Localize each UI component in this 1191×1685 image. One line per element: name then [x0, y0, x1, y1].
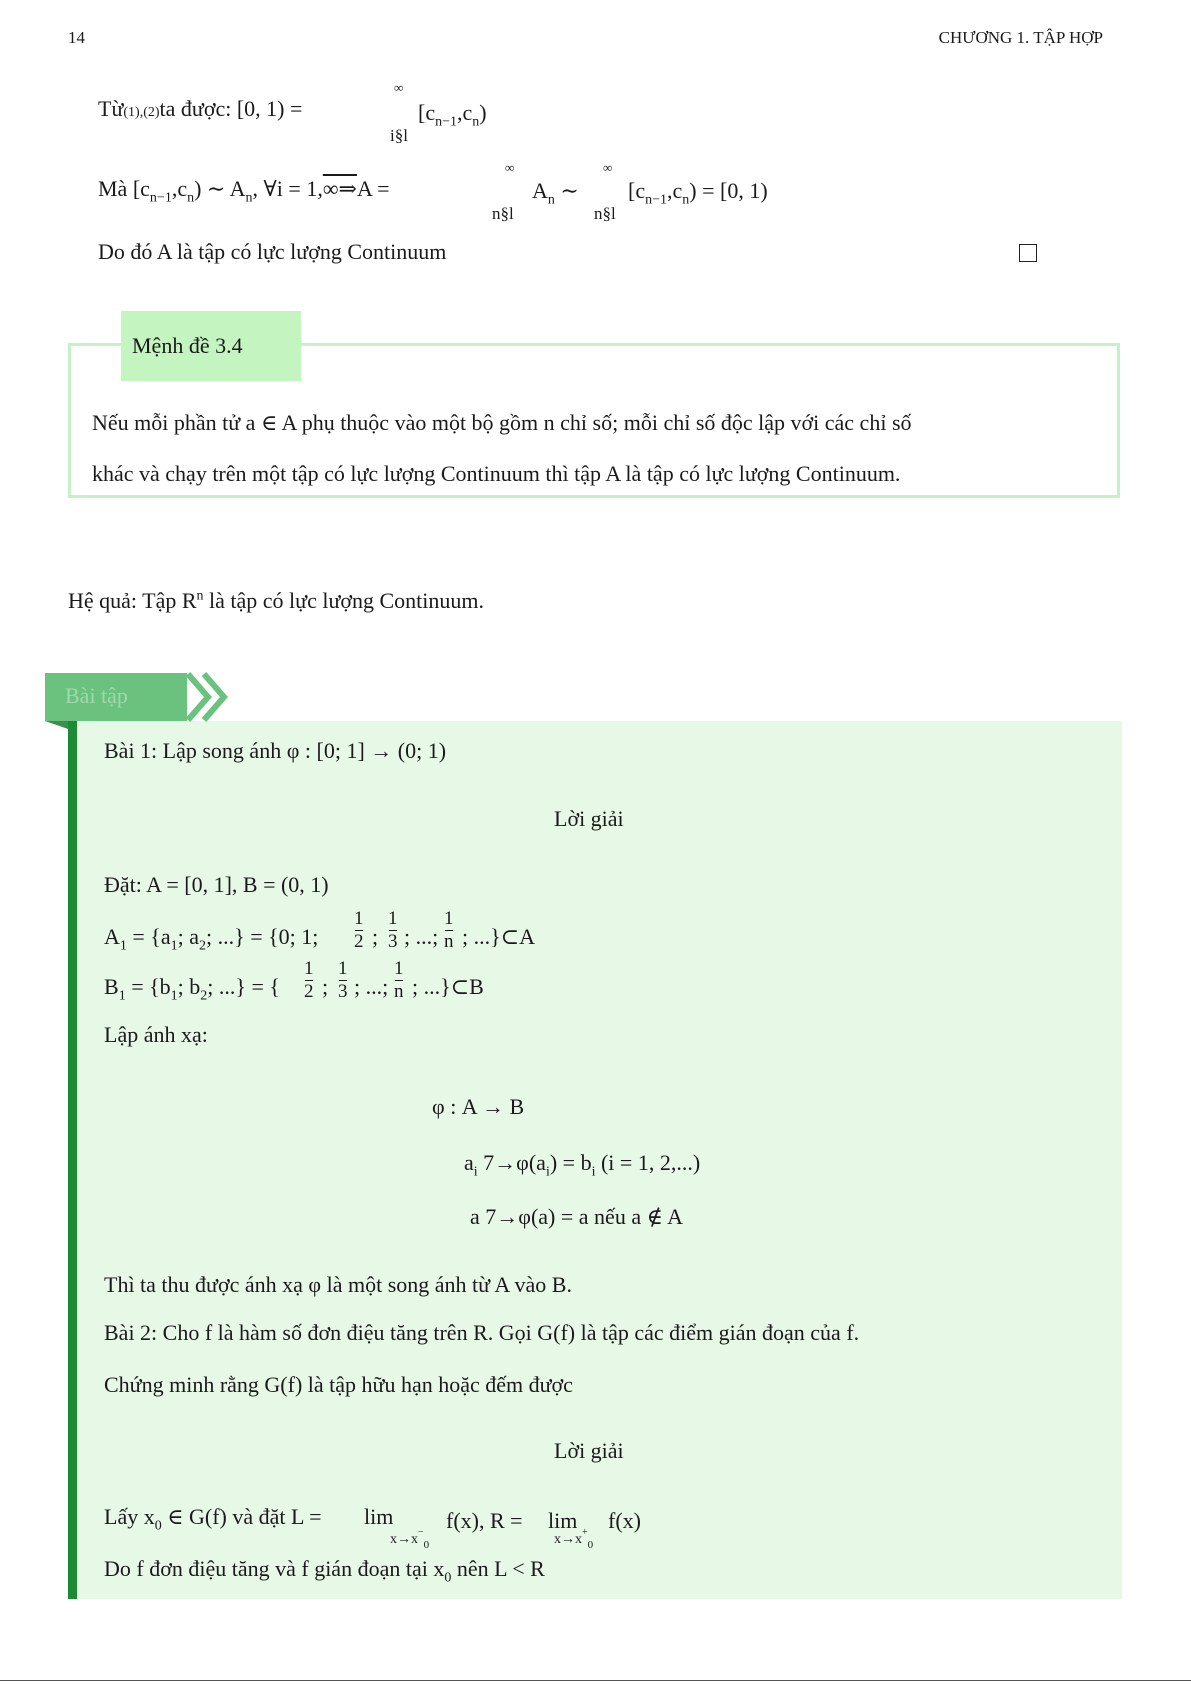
limits-line: Lấy $x_0$ ∈ G(f) và đặt L =: [104, 1504, 322, 1534]
proof-line-1: Từ(1),(2)ta được: [0, 1) =: [98, 96, 303, 121]
union-term-3: $[c_{n-1},c_n) = [0$, 1): [628, 178, 768, 208]
since-line: Do f đơn điệu tăng và f gián đoạn tại $x_0$ nên L < R: [104, 1556, 545, 1586]
union-upper-limit-2: ∞: [505, 160, 515, 175]
fraction-one-third-b: 1 3: [338, 958, 348, 1002]
exercise-tab-label: Bài tập: [65, 683, 128, 708]
qed-square-icon: [1019, 244, 1037, 262]
proposition-title: Mệnh đề 3.4: [132, 333, 243, 358]
lim-right-under: $x\to x^+_0$: [554, 1527, 594, 1551]
exercise-1-title: Bài 1: Lập song ánh φ : [0; 1] → (0; 1): [104, 738, 447, 763]
fraction-one-half: 1 2: [354, 908, 364, 952]
map-label: Lập ánh xạ:: [104, 1022, 208, 1047]
exercise-tab-fold: [45, 721, 68, 729]
page-number: 14: [68, 28, 85, 47]
solution-1-heading: Lời giải: [554, 806, 624, 831]
proof-line-2: Mà $[c_{n-1},c_n)$ ∼ $A_n$, ∀i = 1,∞⇒A =: [98, 176, 390, 206]
set-a1-line: $A_1 = \{a_1$; $a_2$; ...} = {0; 1;: [104, 924, 319, 954]
proof-conclusion: Do đó A là tập có lực lượng Continuum: [98, 239, 447, 264]
union-index-3: n§l: [594, 204, 616, 223]
running-header: CHƯƠNG 1. TẬP HỢP: [938, 28, 1103, 47]
lim-left-under: $x\to x^-_0$: [390, 1527, 430, 1551]
lim-right: lim: [548, 1508, 578, 1533]
exercise-2-line-1: Bài 2: Cho f là hàm số đơn điệu tăng trên R. Gọi G(f) là tập các điểm gián đoạn của f.: [104, 1320, 860, 1345]
map-rule-1: $a_i$ $7\to\varphi(a_i) = b_i$ (i = 1, 2,...): [464, 1150, 701, 1180]
footer-rule: [0, 1680, 1191, 1681]
fraction-one-over-n: 1 n: [444, 908, 454, 952]
chevron-right-icon: [184, 670, 230, 724]
union-upper-limit: ∞: [394, 80, 404, 95]
f-x-right: f(x): [608, 1508, 641, 1533]
union-index-2: n§l: [492, 204, 514, 223]
exercise-2-line-2: Chứng minh rằng G(f) là tập hữu hạn hoặc đếm được: [104, 1372, 573, 1397]
union-term-2: $A_n$ ∼: [532, 178, 579, 208]
set-definition: Đặt: A = [0, 1], B = (0, 1): [104, 872, 329, 897]
fraction-one-half-b: 1 2: [304, 958, 314, 1002]
fraction-one-over-n-b: 1 n: [394, 958, 404, 1002]
exercise-1-conclusion: Thì ta thu được ánh xạ φ là một song ánh từ A vào B.: [104, 1272, 572, 1297]
fraction-one-third: 1 3: [388, 908, 398, 952]
f-x-r: f(x), R =: [446, 1508, 523, 1533]
set-b1-line: $B_1 = \{b_1$; $b_2$; ...} = {: [104, 974, 280, 1004]
map-definition: φ : A → B: [432, 1094, 525, 1119]
union-term: $[c_{n-1},c_n)$: [418, 100, 487, 130]
map-rule-2: a 7→φ(a) = a nếu a ∉ A: [470, 1204, 684, 1229]
exercise-rule: [68, 721, 77, 1599]
proposition-line-1: Nếu mỗi phần tử a ∈ A phụ thuộc vào một bộ gồm n chỉ số; mỗi chỉ số độc lập với các chỉ số: [92, 410, 912, 435]
corollary: Hệ quả: Tập $R^n$ là tập có lực lượng Continuum.: [68, 588, 485, 613]
union-upper-limit-3: ∞: [603, 160, 613, 175]
solution-2-heading: Lời giải: [554, 1438, 624, 1463]
lim-left: lim: [364, 1504, 394, 1529]
proposition-line-2: khác và chạy trên một tập có lực lượng Continuum thì tập A là tập có lực lượng Continuum.: [92, 461, 901, 486]
union-index: i§l: [390, 126, 408, 145]
